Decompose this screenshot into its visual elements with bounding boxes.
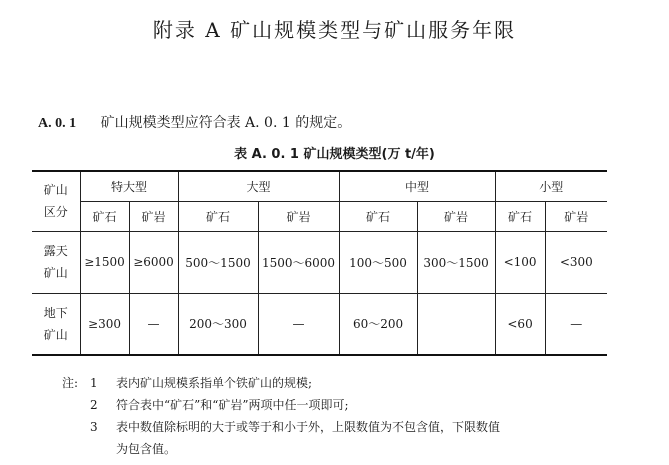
table-cell: <60 — [495, 293, 545, 355]
table-row-open-pit — [32, 231, 607, 293]
note-item-1 — [62, 372, 500, 394]
table-cell: — — [545, 293, 607, 355]
note-number: 2 — [90, 398, 98, 412]
table-cell: 100～500 — [339, 231, 417, 293]
note-text: 符合表中“矿石”和“矿岩”两项中任一项即可; — [116, 398, 349, 412]
subheader-ore: 矿石 — [495, 201, 545, 231]
subheader-ore: 矿石 — [339, 201, 417, 231]
table-group-header-row — [32, 171, 607, 201]
table-cell: — — [129, 293, 178, 355]
table-cell: — — [258, 293, 339, 355]
row-label-line1: 露天 — [43, 244, 68, 258]
subheader-ore-rock: 矿岩 — [258, 201, 339, 231]
subheader-ore-rock: 矿岩 — [545, 201, 607, 231]
note-item-2 — [62, 394, 500, 416]
table-row-underground — [32, 293, 607, 355]
header-label-line1: 矿山 — [43, 183, 68, 198]
note-item-3-continuation: 为包含值。 — [116, 442, 177, 456]
note-item-3 — [62, 416, 500, 438]
clause-text: 矿山规模类型应符合表 A. 0. 1 的规定。 — [100, 115, 352, 131]
table-cell: 200～300 — [178, 293, 258, 355]
row-label-open-pit — [32, 231, 80, 293]
subheader-ore-rock: 矿岩 — [129, 201, 178, 231]
table-cell: ≥300 — [80, 293, 129, 355]
header-label-cell — [32, 171, 80, 231]
group-header-large: 大型 — [178, 171, 339, 201]
row-label-underground — [32, 293, 80, 355]
note-text: 表内矿山规模系指单个铁矿山的规模; — [116, 376, 313, 390]
group-header-extra-large: 特大型 — [80, 171, 178, 201]
table-cell: ≥6000 — [129, 231, 178, 293]
note-prefix: 注: — [62, 376, 79, 390]
appendix-title: 附录 A 矿山规模类型与矿山服务年限 — [152, 18, 517, 42]
group-header-small: 小型 — [495, 171, 607, 201]
clause-number: A. 0. 1 — [38, 116, 77, 131]
row-label-line1: 地下 — [43, 305, 68, 320]
row-label-line2: 矿山 — [43, 266, 68, 280]
table-cell: <300 — [545, 231, 607, 293]
note-number: 1 — [90, 376, 98, 390]
table-cell: 1500～6000 — [258, 231, 339, 293]
table-cell: 500～1500 — [178, 231, 258, 293]
note-text: 表中数值除标明的大于或等于和小于外，上限数值为不包含值，下限数值 — [116, 420, 501, 434]
group-header-medium: 中型 — [339, 171, 495, 201]
mine-scale-table — [32, 170, 607, 356]
table-cell: <100 — [495, 231, 545, 293]
subheader-ore: 矿石 — [80, 201, 129, 231]
table-cell: 300～1500 — [417, 231, 495, 293]
table-cell — [417, 293, 495, 355]
subheader-ore: 矿石 — [178, 201, 258, 231]
table-cell: 60～200 — [339, 293, 417, 355]
table-cell: ≥1500 — [80, 231, 129, 293]
clause-a01 — [38, 112, 351, 132]
table-notes — [62, 372, 500, 460]
note-number: 3 — [90, 420, 98, 434]
row-label-line2: 矿山 — [43, 327, 68, 342]
table-subheader-row — [32, 201, 607, 231]
subheader-ore-rock: 矿岩 — [417, 201, 495, 231]
header-label-line2: 区分 — [43, 205, 68, 220]
table-caption: 表 A. 0. 1 矿山规模类型(万 t/年) — [234, 147, 435, 162]
